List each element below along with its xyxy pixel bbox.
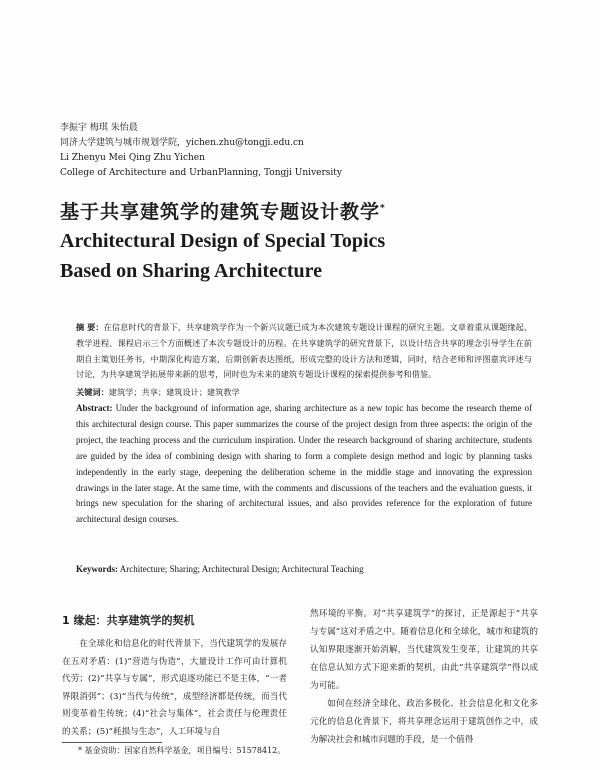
paragraph: 如何在经济全球化、政治多极化、社会信息化和文化多元化的信息化背景下，将共享理念运用于建筑创作之中，成为解决社会和城市问题的手段，是一个值得 bbox=[310, 699, 538, 745]
abstract-en-label: Abstract: bbox=[76, 403, 113, 413]
author-names-en: Li Zhenyu Mei Qing Zhu Yichen bbox=[60, 153, 205, 163]
title-en-line2: Based on Sharing Architecture bbox=[60, 260, 323, 282]
keywords-en-text: Architecture; Sharing; Architectural Design; Architectural Teaching bbox=[119, 564, 364, 574]
keywords-zh bbox=[76, 385, 532, 399]
abstract-en-text: Under the background of information age, sharing architecture as a new topic has become the research theme of this architectural design course. This paper summarizes the course of the project design from three aspects: the origin of the project, the teaching process and the curriculum inspiration. Under the research background of sharing architecture, students are guided by the idea of combining design with sharing to form a complete design method and logic by planning tasks independently in the early stage, deepening the deliberation scheme in the middle stage and innovating the expression drawings in the later stage. At the same time, with the comments and discussions of the teachers and the evaluation guests, it brings new speculation for the sharing of architectural issues, and also provides reference for the exploration of future architectural design courses. bbox=[76, 403, 533, 525]
title-en bbox=[60, 226, 385, 286]
body-column-right bbox=[310, 605, 538, 749]
title-footnote-mark: * bbox=[380, 203, 386, 214]
abstract-zh-label: 摘 要： bbox=[76, 322, 104, 332]
paragraph: 然环境的平衡。对“共享建筑学”的探讨，正是源起于“共享与专属”这对矛盾之中。随着信息化和全球化，城市和建筑的认知界限逐渐开始消解，当代建筑发生变革，让建筑的共享在信息认知方式下迎来新的契机，由此“共享建筑学”得以成为可能。 bbox=[310, 609, 538, 691]
abstract-zh bbox=[76, 320, 532, 383]
title-zh-text: 基于共享建筑学的建筑专题设计教学 bbox=[60, 201, 381, 223]
section-heading: 1 缘起：共享建筑学的契机 bbox=[62, 614, 195, 627]
paragraph: 在全球化和信息化的时代背景下，当代建筑学的发展存在五对矛盾：(1)“营造与伪造”，大量设计工作可由计算机代劳；(2)“共享与专属”，形式追逐功能已不是主体，“一者界限消弭”；(3)“当代与传统”，成型经济都是传统，而当代则变革着生传统；(4)“社会与集体”，社会责任与伦理责任的关系；(5)“耗损与生态”，人工环境与自 bbox=[62, 639, 287, 737]
abstract-zh-text: 在信息时代的背景下，共享建筑学作为一个新兴议题已成为本次建筑专题设计课程的研究主题。文章着重从课题缘起、教学进程、课程启示三个方面概述了本次专题设计的历程。在共享建筑学的研究背景下，以设计结合共享的理念引导学生在前期自主策划任务书，中期深化构造方案，后期创新表达图纸，形成完整的设计方法和逻辑，同时，结合老师和评图嘉宾评述与讨论，为共享建筑学拓展带来新的思考，同时也为未来的建筑专题设计课程的探索提供参考和借鉴。 bbox=[76, 322, 532, 380]
footnote: * 基金资助：国家自然科学基金，项目编号：51578412。 bbox=[78, 746, 286, 755]
author-affiliation-zh: 同济大学建筑与城市规划学院，yichen.zhu@tongji.edu.cn bbox=[60, 138, 304, 148]
keywords-en-label: Keywords: bbox=[76, 564, 118, 574]
keywords-zh-text: 建筑学；共享；建筑设计；建筑教学 bbox=[108, 387, 240, 397]
title-zh bbox=[60, 197, 386, 224]
author-affiliation-en: College of Architecture and UrbanPlanning, Tongji University bbox=[60, 168, 342, 178]
author-block bbox=[60, 121, 342, 181]
footnote-rule bbox=[62, 742, 162, 743]
author-names-zh: 李振宇 梅琪 朱怡晨 bbox=[60, 123, 138, 133]
abstract-en bbox=[76, 401, 532, 528]
keywords-en bbox=[76, 562, 532, 576]
title-en-line1: Architectural Design of Special Topics bbox=[60, 230, 386, 252]
keywords-zh-label: 关键词： bbox=[76, 387, 109, 397]
body-column-left bbox=[62, 636, 287, 741]
